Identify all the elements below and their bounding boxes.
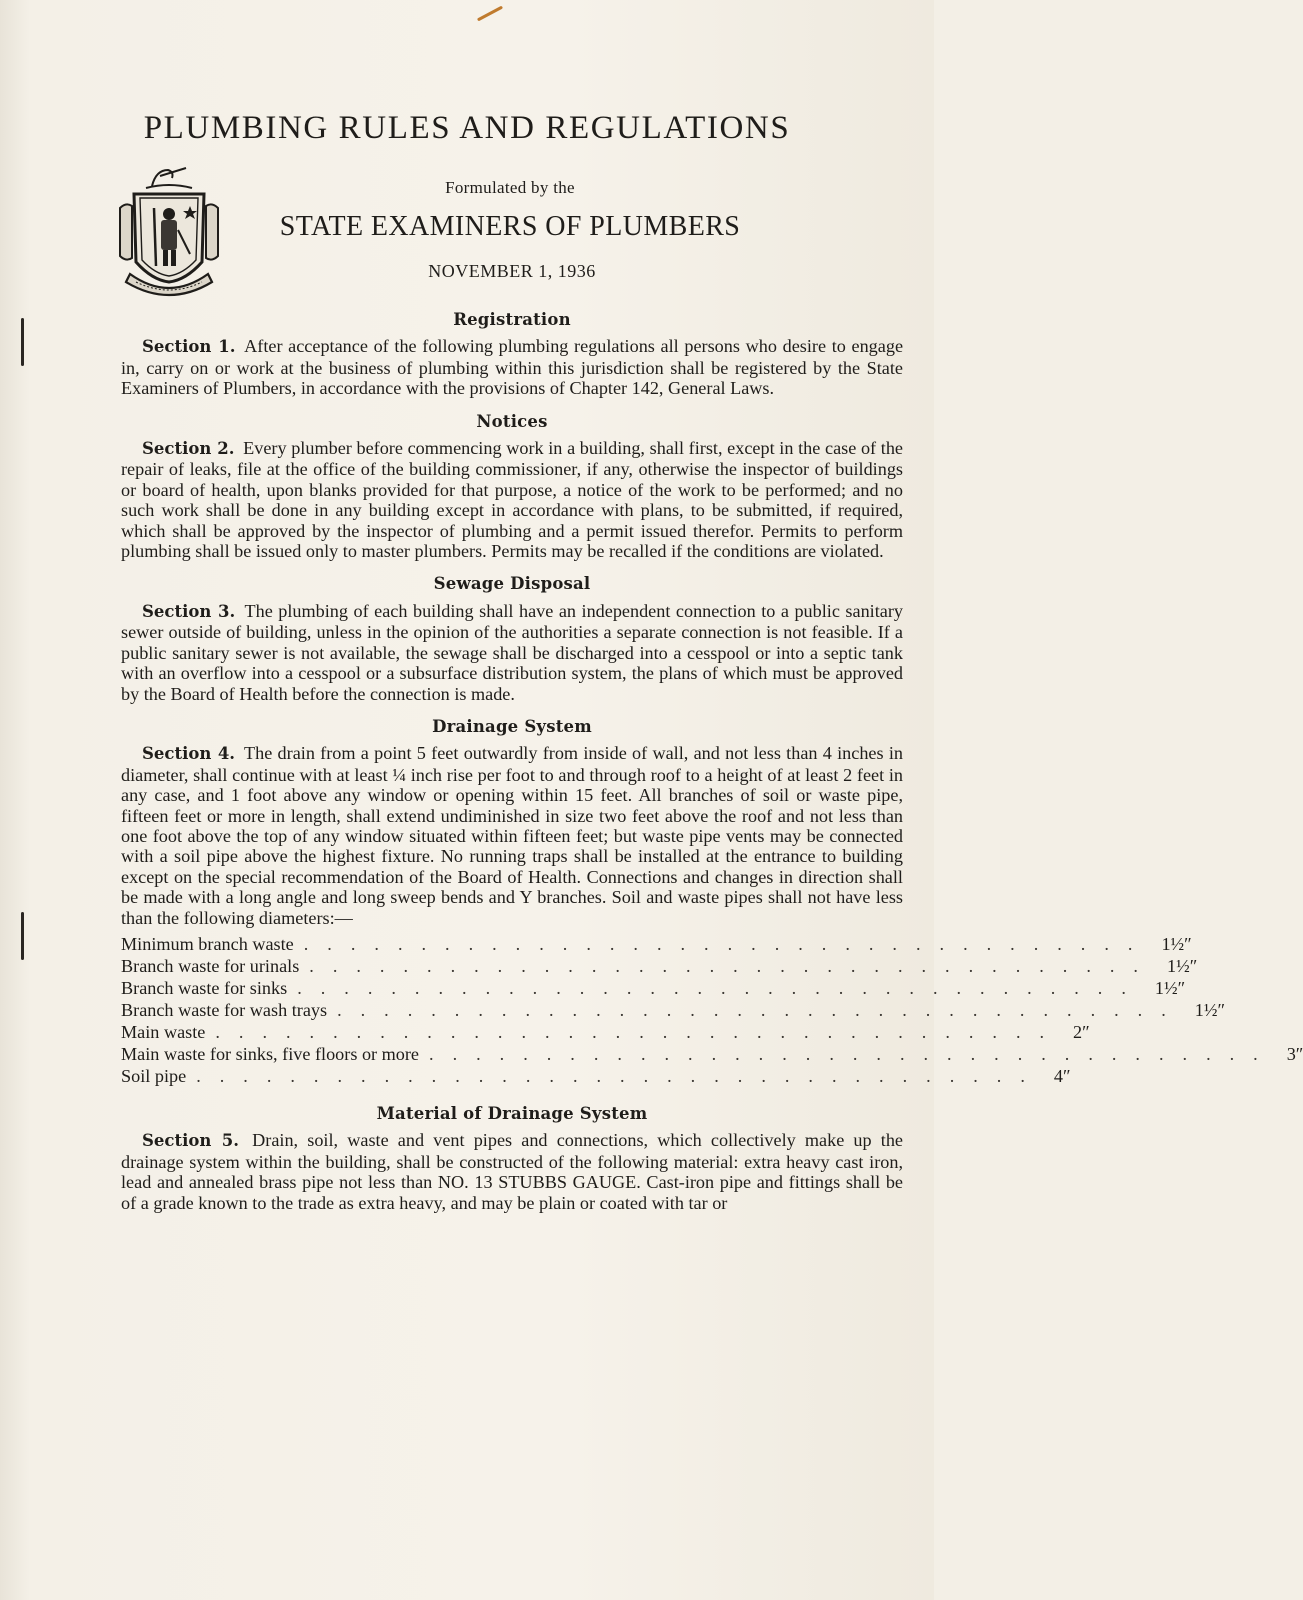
pipe-diameter: 4″ (1053, 1065, 1071, 1086)
table-row (121, 1043, 1303, 1066)
pipe-diameter: 1½″ (1166, 955, 1198, 976)
document-date: NOVEMBER 1, 1936 (428, 261, 596, 281)
leader-dots: .................................... (337, 999, 1185, 1020)
section-number: Section 5. (142, 1131, 239, 1151)
leader-dots: .................................... (303, 933, 1152, 954)
leader-dots: .................................... (429, 1043, 1277, 1064)
pipe-type: Branch waste for urinals (121, 955, 300, 976)
pipe-diameter: 3″ (1286, 1043, 1303, 1064)
section-text: Drain, soil, waste and vent pipes and connections, which collectively make up the drainage system within the building, shall be constructed of the following material: extra heavy cast iron, lead and annealed brass pipe not less than NO. 13 STUBBS GAUGE. Cast-iron pipe and fittings shall be of a grade known to the trade as extra heavy, and may be plain or coated with tar or (121, 1130, 904, 1213)
document-body (121, 310, 1303, 1226)
table-row (121, 1065, 1071, 1088)
leader-dots: .................................... (297, 977, 1145, 998)
section-paragraph (121, 601, 903, 704)
binding-mark-top (21, 318, 24, 366)
section-number: Section 4. (142, 744, 236, 764)
agency-name: STATE EXAMINERS OF PLUMBERS (279, 211, 741, 242)
section-text: After acceptance of the following plumbing regulations all persons who desire to engage in, carry on or work at the business of plumbing within this jurisdiction shall be registered by the State Examiners of Plumbers, in accordance with the provisions of Chapter 142, General Laws. (121, 336, 904, 399)
pipe-type: Branch waste for wash trays (121, 999, 328, 1020)
section-text: The plumbing of each building shall have an independent connection to a public sanitary sewer outside of building, unless in the opinion of the authorities a separate connection is not feasible. If a public sanitary sewer is not available, the sewage shall be discharged into a cesspool or into a septic tank with an overflow into a cesspool or a subsurface distribution system, the plans of which must be approved by the Board of Health before the connection is made. (121, 600, 903, 704)
table-row (121, 955, 1198, 978)
pipe-diameter-table (121, 933, 1303, 1088)
leader-dots: .................................... (196, 1065, 1044, 1086)
leader-dots: .................................... (309, 955, 1157, 976)
pipe-type: Main waste for sinks, five floors or more (121, 1043, 420, 1064)
table-row (121, 999, 1226, 1022)
table-row (121, 977, 1186, 1000)
binding-mark-bottom (21, 912, 24, 960)
section-text: Every plumber before commencing work in a building, shall first, except in the case of the repair of leaks, file at the office of the building commissioner, if any, otherwise the inspector of buildings or board of health, upon blanks provided for that purpose, a notice of the work to be performed; and no such work shall be done in any building except in accordance with plans, to be submitted, if required, which shall be approved by the inspector of plumbing and a permit issued therefor. Permits to perform plumbing shall be issued only to master plumbers. Permits may be recalled if the conditions are violated. (121, 438, 903, 562)
massachusetts-state-seal-icon (116, 162, 222, 300)
section-paragraph (121, 336, 903, 398)
section-heading: Registration (453, 310, 571, 329)
pipe-diameter: 1½″ (1161, 933, 1192, 954)
pipe-diameter: 1½″ (1154, 977, 1186, 998)
section-number: Section 2. (142, 439, 235, 459)
section-heading: Material of Drainage System (376, 1103, 648, 1123)
pipe-type: Branch waste for sinks (121, 977, 288, 998)
formulated-by-line: Formulated by the (445, 178, 575, 197)
section-number: Section 1. (142, 337, 236, 357)
section-text: The drain from a point 5 feet outwardly from inside of wall, and not less than 4 inches in diameter, shall continue with at least ¼ inch rise per foot to and through roof to a height of at least 2 feet in any case, and 1 foot above any window or opening within 15 feet. All branches of soil or waste pipe, fifteen feet or more in length, shall extend undiminished in size two feet above the roof and not less than one foot above the top of any window situated within fifteen feet; but waste pipe vents may be connected with a soil pipe above the highest fixture. No running traps shall be installed at the entrance to building except on the special recommendation of the Board of Health. Connections and changes in direction shall be made with a long angle and long sweep bends and Y branches. Soil and waste pipes shall not have less than the following diameters:— (121, 743, 903, 928)
leader-dots: .................................... (215, 1021, 1064, 1042)
pipe-type: Soil pipe (121, 1065, 187, 1086)
section-paragraph (121, 743, 903, 928)
table-row (121, 1021, 1090, 1044)
pipe-type: Main waste (121, 1021, 206, 1042)
table-row (121, 933, 1192, 956)
pipe-diameter: 2″ (1073, 1021, 1090, 1042)
document-title: PLUMBING RULES AND REGULATIONS (143, 110, 791, 146)
pipe-diameter: 1½″ (1194, 999, 1226, 1020)
section-heading: Notices (476, 411, 548, 431)
section-heading: Sewage Disposal (433, 574, 591, 594)
pipe-type: Minimum branch waste (121, 933, 294, 954)
section-number: Section 3. (142, 601, 236, 621)
section-heading: Drainage System (432, 716, 592, 736)
section-paragraph (121, 1130, 903, 1213)
section-paragraph (121, 438, 903, 561)
